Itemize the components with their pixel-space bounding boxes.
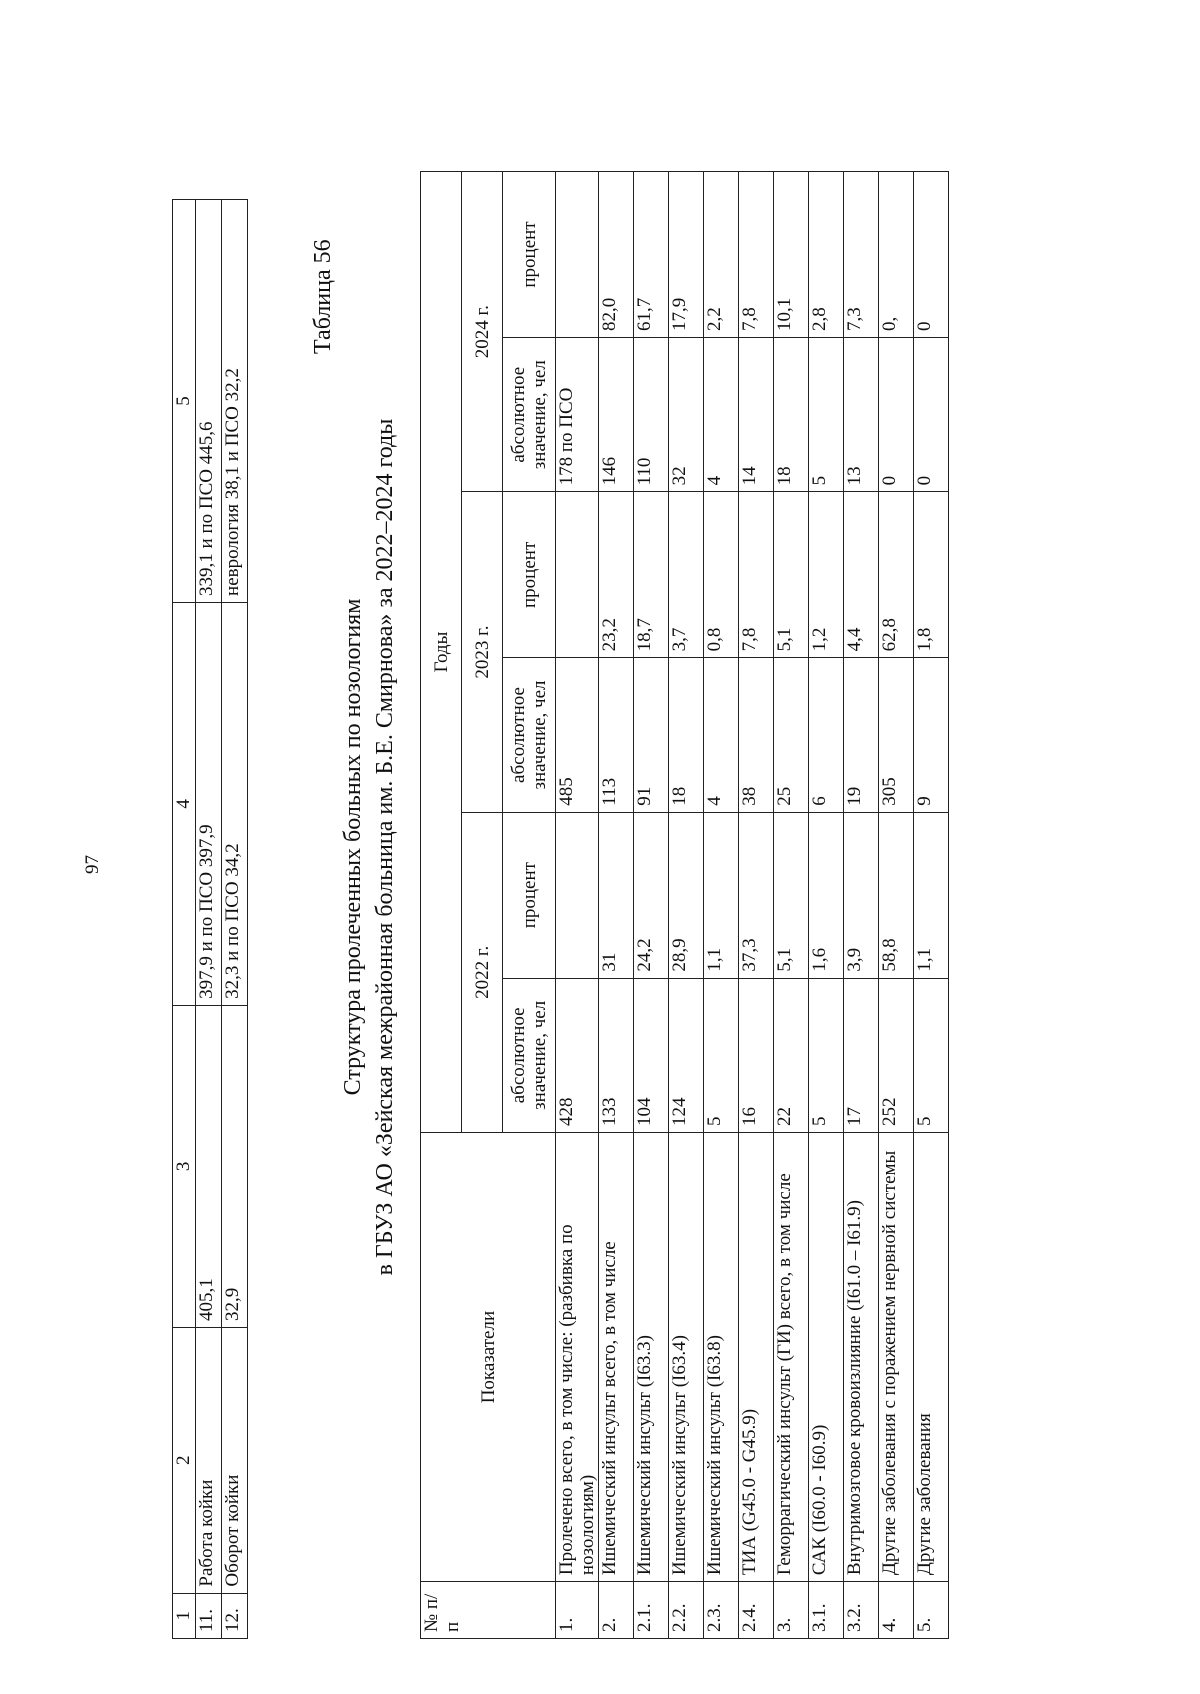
abs-2023: 38 bbox=[739, 658, 774, 812]
pct-2022: 1,1 bbox=[704, 812, 739, 978]
value-cell: 32,9 bbox=[222, 1005, 248, 1327]
table-label: Таблица 56 bbox=[310, 239, 336, 354]
table-row bbox=[556, 172, 599, 1639]
abs-2024: 32 bbox=[669, 338, 704, 492]
abs-2023: 25 bbox=[774, 658, 809, 812]
pct-2024: 0 bbox=[914, 172, 949, 338]
abs-2023: 4 bbox=[704, 658, 739, 812]
pct-2022: 31 bbox=[599, 812, 634, 978]
indicator-cell: Другие заболевания с поражением нервной системы bbox=[879, 1133, 914, 1582]
header-years: Годы bbox=[421, 172, 462, 1133]
table-row bbox=[774, 172, 809, 1639]
pct-2023: 7,8 bbox=[739, 492, 774, 658]
abs-2024: 14 bbox=[739, 338, 774, 492]
indicator-cell: Пролечено всего, в том числе: (разбивка по нозологиям) bbox=[556, 1133, 599, 1582]
pct-2022: 24,2 bbox=[634, 812, 669, 978]
value-cell: неврология 38,1 и ПСО 32,2 bbox=[222, 200, 248, 603]
row-number: 3.2. bbox=[844, 1582, 879, 1639]
indicator-cell: Ишемический инсульт (I63.3) bbox=[634, 1133, 669, 1582]
row-number: 3. bbox=[774, 1582, 809, 1639]
row-number: 3.1. bbox=[809, 1582, 844, 1639]
abs-2022: 17 bbox=[844, 978, 879, 1132]
pct-2023: 1,8 bbox=[914, 492, 949, 658]
abs-2024: 146 bbox=[599, 338, 634, 492]
table-row bbox=[634, 172, 669, 1639]
table-header-row bbox=[421, 172, 462, 1639]
header-cell: 2 bbox=[173, 1327, 196, 1593]
header-indicators: Показатели bbox=[421, 1133, 556, 1582]
table-row bbox=[222, 200, 248, 1639]
page-number: 97 bbox=[82, 855, 103, 874]
abs-2024: 0 bbox=[879, 338, 914, 492]
pct-2024: 82,0 bbox=[599, 172, 634, 338]
row-number: 12. bbox=[222, 1593, 248, 1638]
table-row bbox=[914, 172, 949, 1639]
row-number: 2.1. bbox=[634, 1582, 669, 1639]
pct-2022: 58,8 bbox=[879, 812, 914, 978]
value-cell: 405,1 bbox=[196, 1005, 222, 1327]
pct-2023: 3,7 bbox=[669, 492, 704, 658]
row-number: 2.3. bbox=[704, 1582, 739, 1639]
abs-2023: 113 bbox=[599, 658, 634, 812]
pct-2024: 61,7 bbox=[634, 172, 669, 338]
value-cell: 32,3 и по ПСО 34,2 bbox=[222, 602, 248, 1005]
pct-2022: 1,1 bbox=[914, 812, 949, 978]
indicator-cell: Другие заболевания bbox=[914, 1133, 949, 1582]
indicator-cell: Ишемический инсульт (I63.8) bbox=[704, 1133, 739, 1582]
indicator-cell: Геморрагический инсульт (ГИ) всего, в том числе bbox=[774, 1133, 809, 1582]
abs-2023: 91 bbox=[634, 658, 669, 812]
header-cell: 3 bbox=[173, 1005, 196, 1327]
pct-2023: 4,4 bbox=[844, 492, 879, 658]
pct-2024 bbox=[556, 172, 599, 338]
header-cell: 4 bbox=[173, 602, 196, 1005]
table-row bbox=[704, 172, 739, 1639]
pct-2022: 3,9 bbox=[844, 812, 879, 978]
row-number: 2. bbox=[599, 1582, 634, 1639]
nosology-structure-table bbox=[420, 171, 949, 1639]
pct-2023: 1,2 bbox=[809, 492, 844, 658]
abs-2022: 124 bbox=[669, 978, 704, 1132]
abs-2023: 485 bbox=[556, 658, 599, 812]
table-title-line2: в ГБУЗ АО «Зейская межрайонная больница им. Б.Е. Смирнова» за 2022–2024 годы bbox=[372, 418, 398, 1276]
table-row bbox=[739, 172, 774, 1639]
pct-2024: 0, bbox=[879, 172, 914, 338]
pct-2023: 23,2 bbox=[599, 492, 634, 658]
header-year-2023: 2023 г. bbox=[462, 492, 503, 812]
pct-2023: 0,8 bbox=[704, 492, 739, 658]
abs-2022: 5 bbox=[809, 978, 844, 1132]
row-number: 2.2. bbox=[669, 1582, 704, 1639]
abs-2023: 19 bbox=[844, 658, 879, 812]
abs-2022: 22 bbox=[774, 978, 809, 1132]
pct-2023 bbox=[556, 492, 599, 658]
header-year-2022: 2022 г. bbox=[462, 812, 503, 1132]
indicator-cell: Ишемический инсульт (I63.4) bbox=[669, 1133, 704, 1582]
abs-2023: 6 bbox=[809, 658, 844, 812]
abs-2022: 5 bbox=[914, 978, 949, 1132]
table-body bbox=[556, 172, 949, 1639]
abs-2024: 178 по ПСО bbox=[556, 338, 599, 492]
abs-2023: 18 bbox=[669, 658, 704, 812]
indicator-cell: ТИА (G45.0 - G45.9) bbox=[739, 1133, 774, 1582]
abs-2022: 133 bbox=[599, 978, 634, 1132]
table-header-row bbox=[173, 200, 196, 1639]
pct-2022: 5,1 bbox=[774, 812, 809, 978]
abs-2024: 110 bbox=[634, 338, 669, 492]
abs-2024: 5 bbox=[809, 338, 844, 492]
pct-2024: 7,3 bbox=[844, 172, 879, 338]
abs-2022: 5 bbox=[704, 978, 739, 1132]
indicator-cell: Ишемический инсульт всего, в том числе bbox=[599, 1133, 634, 1582]
header-cell: 1 bbox=[173, 1593, 196, 1638]
row-number: 5. bbox=[914, 1582, 949, 1639]
abs-2023: 9 bbox=[914, 658, 949, 812]
pct-2023: 5,1 bbox=[774, 492, 809, 658]
row-number: 11. bbox=[196, 1593, 222, 1638]
abs-2022: 252 bbox=[879, 978, 914, 1132]
table-row bbox=[879, 172, 914, 1639]
header-absolute: абсолютное значение, чел bbox=[503, 338, 556, 492]
table-row bbox=[844, 172, 879, 1639]
abs-2022: 104 bbox=[634, 978, 669, 1132]
abs-2023: 305 bbox=[879, 658, 914, 812]
table-row bbox=[599, 172, 634, 1639]
pct-2023: 62,8 bbox=[879, 492, 914, 658]
abs-2024: 4 bbox=[704, 338, 739, 492]
pct-2024: 7,8 bbox=[739, 172, 774, 338]
value-cell: 397,9 и по ПСО 397,9 bbox=[196, 602, 222, 1005]
abs-2024: 13 bbox=[844, 338, 879, 492]
abs-2022: 428 bbox=[556, 978, 599, 1132]
row-number: 4. bbox=[879, 1582, 914, 1639]
header-cell: 5 bbox=[173, 200, 196, 603]
previous-table-continuation bbox=[172, 199, 248, 1639]
table-row bbox=[196, 200, 222, 1639]
header-number: № п/п bbox=[421, 1582, 556, 1639]
pct-2024: 10,1 bbox=[774, 172, 809, 338]
header-percent: процент bbox=[503, 812, 556, 978]
pct-2024: 2,8 bbox=[809, 172, 844, 338]
header-absolute: абсолютное значение, чел bbox=[503, 658, 556, 812]
table-row bbox=[809, 172, 844, 1639]
row-number: 1. bbox=[556, 1582, 599, 1639]
indicator-cell: Оборот койки bbox=[222, 1327, 248, 1593]
abs-2024: 18 bbox=[774, 338, 809, 492]
indicator-cell: Внутримозговое кровоизлияние (I61.0 – I61.9) bbox=[844, 1133, 879, 1582]
pct-2024: 2,2 bbox=[704, 172, 739, 338]
pct-2024: 17,9 bbox=[669, 172, 704, 338]
header-absolute: абсолютное значение, чел bbox=[503, 978, 556, 1132]
header-percent: процент bbox=[503, 172, 556, 338]
row-number: 2.4. bbox=[739, 1582, 774, 1639]
pct-2022: 28,9 bbox=[669, 812, 704, 978]
pct-2022 bbox=[556, 812, 599, 978]
indicator-cell: Работа койки bbox=[196, 1327, 222, 1593]
header-year-2024: 2024 г. bbox=[462, 172, 503, 492]
table-title-line1: Структура пролеченных больных по нозологиям bbox=[340, 598, 366, 1096]
value-cell: 339,1 и по ПСО 445,6 bbox=[196, 200, 222, 603]
header-percent: процент bbox=[503, 492, 556, 658]
pct-2022: 1,6 bbox=[809, 812, 844, 978]
abs-2022: 16 bbox=[739, 978, 774, 1132]
pct-2023: 18,7 bbox=[634, 492, 669, 658]
table-row bbox=[669, 172, 704, 1639]
pct-2022: 37,3 bbox=[739, 812, 774, 978]
indicator-cell: САК (I60.0 - I60.9) bbox=[809, 1133, 844, 1582]
abs-2024: 0 bbox=[914, 338, 949, 492]
